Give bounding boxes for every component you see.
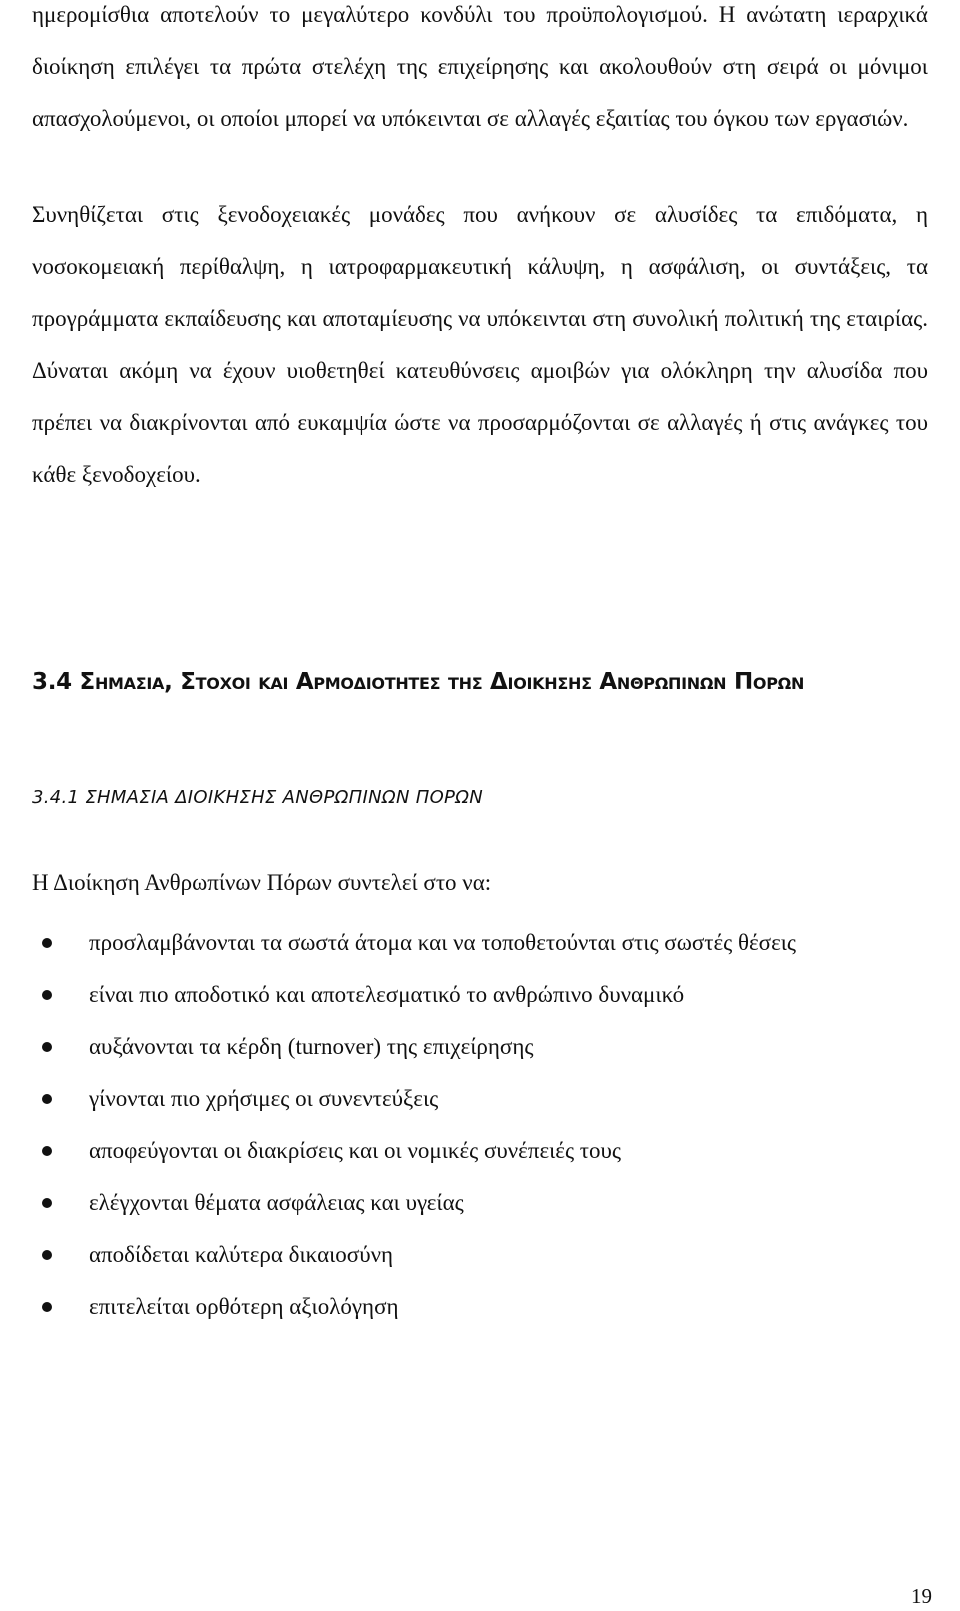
list-item-text: ελέγχονται θέματα ασφάλειας και υγείας — [89, 1190, 464, 1215]
bullet-list — [0, 917, 960, 1333]
list-item — [0, 1125, 960, 1177]
list-item — [0, 1281, 960, 1333]
section-heading: 3.4 Σημασια, Στοχοι και Αρμοδιοτητες της Διοικησης Ανθρωπινων Πορων — [32, 669, 805, 695]
body-paragraph: ημερομίσθια αποτελούν το μεγαλύτερο κονδύλι του προϋπολογισμού. Η ανώτατη ιεραρχικά διοίκηση επιλέγει τα πρώτα στελέχη της επιχείρησης και ακολουθούν στη σειρά οι μόνιμοι απασχολούμενοι, οι οποίοι μπορεί να υπόκεινται σε αλλαγές εξαιτίας του όγκου των εργασιών. — [32, 2, 928, 131]
list-item — [0, 969, 960, 1021]
bullet-icon — [42, 1302, 52, 1312]
subsection-heading: 3.4.1 ΣΗΜΑΣΙΑ ΔΙΟΙΚΗΣΗΣ ΑΝΘΡΩΠΙΝΩΝ ΠΟΡΩΝ — [32, 787, 484, 808]
bullet-icon — [42, 990, 52, 1000]
list-item — [0, 1177, 960, 1229]
bullet-icon — [42, 1094, 52, 1104]
list-item-text: αποφεύγονται οι διακρίσεις και οι νομικές συνέπειές τους — [89, 1138, 622, 1163]
bullet-icon — [42, 1250, 52, 1260]
list-item-text: αυξάνονται τα κέρδη (turnover) της επιχείρησης — [89, 1034, 534, 1059]
list-item-text: γίνονται πιο χρήσιμες οι συνεντεύξεις — [89, 1086, 439, 1111]
list-item-text: είναι πιο αποδοτικό και αποτελεσματικό το ανθρώπινο δυναμικό — [89, 982, 685, 1007]
list-item-text: αποδίδεται καλύτερα δικαιοσύνη — [89, 1242, 394, 1267]
list-item — [0, 1021, 960, 1073]
list-item — [0, 1229, 960, 1281]
list-item-text: επιτελείται ορθότερη αξιολόγηση — [89, 1294, 399, 1319]
bullet-icon — [42, 938, 52, 948]
bullet-icon — [42, 1146, 52, 1156]
bullet-icon — [42, 1042, 52, 1052]
bullet-icon — [42, 1198, 52, 1208]
page-number: 19 — [911, 1584, 932, 1608]
list-item-text: προσλαμβάνονται τα σωστά άτομα και να τοποθετούνται στις σωστές θέσεις — [89, 930, 797, 955]
list-item — [0, 1073, 960, 1125]
list-intro: Η Διοίκηση Ανθρωπίνων Πόρων συντελεί στο να: — [32, 870, 492, 895]
body-paragraph: Συνηθίζεται στις ξενοδοχειακές μονάδες που ανήκουν σε αλυσίδες τα επιδόματα, η νοσοκομειακή περίθαλψη, η ιατροφαρμακευτική κάλυψη, η ασφάλιση, οι συντάξεις, τα προγράμματα εκπαίδευσης και αποταμίευσης να υπόκεινται στη συνολική πολιτική της εταιρίας. Δύναται ακόμη να έχουν υιοθετηθεί κατευθύνσεις αμοιβών για ολόκληρη την αλυσίδα που πρέπει να διακρίνονται από ευκαμψία ώστε να προσαρμόζονται σε αλλαγές ή στις ανάγκες του κάθε ξενοδοχείου. — [32, 202, 928, 487]
list-item — [0, 917, 960, 969]
